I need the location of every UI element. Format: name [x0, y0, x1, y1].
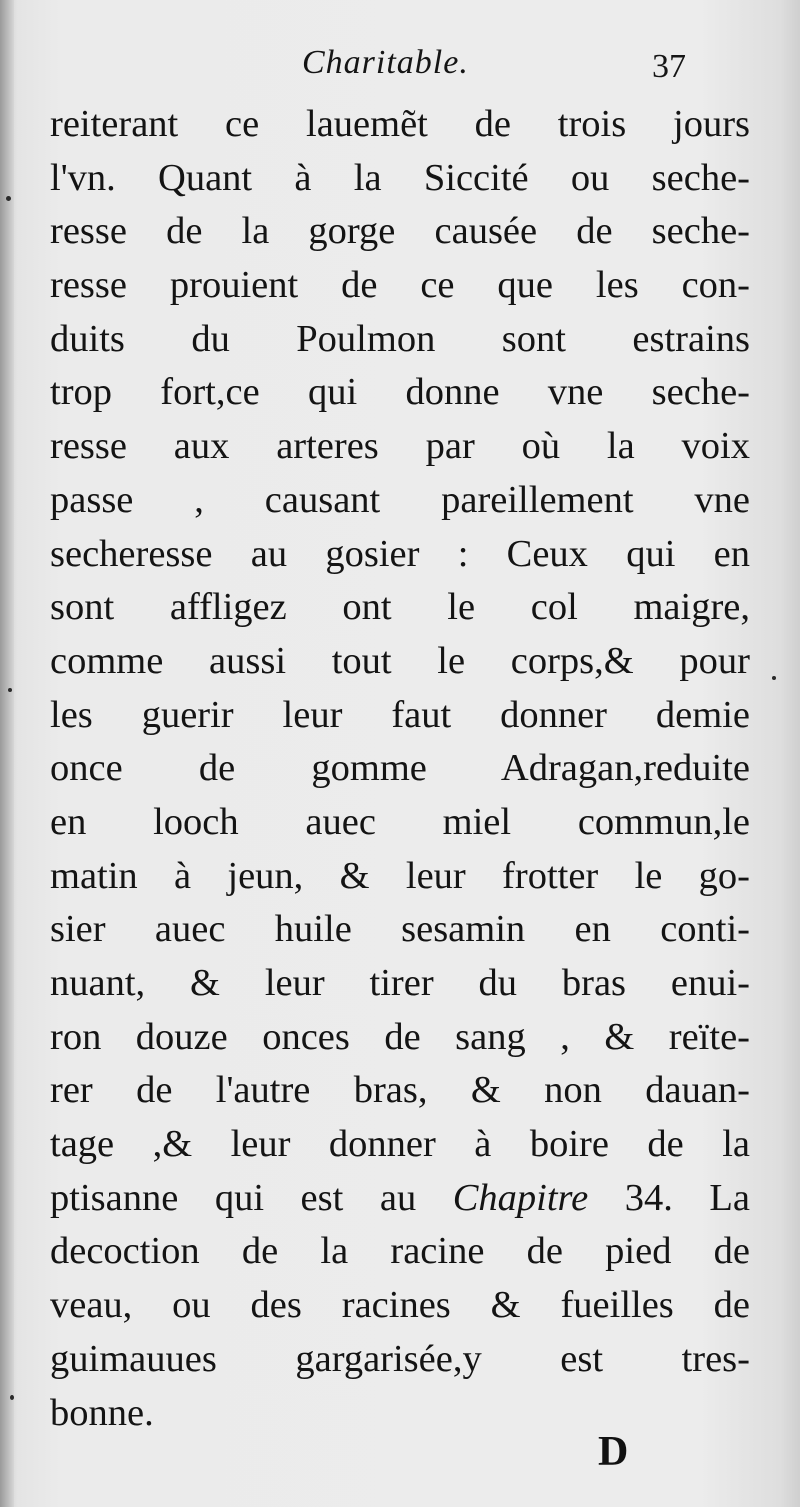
page-header — [0, 42, 800, 92]
text-line: l'vn. Quant à la Siccité ou seche- — [50, 156, 750, 199]
text-line: rer de l'autre bras, & non dauan- — [50, 1069, 750, 1112]
text-line: matin à jeun, & leur frotter le go- — [50, 854, 750, 897]
body-text — [50, 98, 750, 1440]
text-line: tage ,& leur donner à boire de la — [50, 1123, 750, 1166]
text-line: decoction de la racine de pied de — [50, 1230, 750, 1273]
text-line: secheresse au gosier : Ceux qui en — [50, 532, 750, 575]
ink-speck — [772, 676, 776, 680]
text-line: les guerir leur faut donner demie — [50, 693, 750, 736]
text-line: passe , causant pareillement vne — [50, 478, 750, 521]
signature-mark: D — [598, 1429, 629, 1475]
text-line-last: bonne. — [50, 1391, 154, 1434]
text-line: resse prouient de ce que les con- — [50, 264, 750, 307]
text-segment: ptisanne qui est au — [50, 1176, 453, 1219]
running-head: Charitable. — [302, 44, 469, 81]
text-line: resse aux arteres par où la voix — [50, 425, 750, 468]
text-segment: 34. La — [588, 1176, 750, 1219]
text-line: guimauues gargarisée,y est tres- — [50, 1337, 750, 1380]
text-line: nuant, & leur tirer du bras enui- — [50, 962, 750, 1004]
text-line: resse de la gorge causée de seche- — [50, 210, 750, 253]
text-line: veau, ou des racines & fueilles de — [50, 1284, 750, 1327]
text-line: reiterant ce lauemẽt de trois jours — [50, 103, 750, 145]
text-line: duits du Poulmon sont estrains — [50, 317, 750, 360]
text-line: ron douze onces de sang , & reïte- — [50, 1015, 750, 1058]
page-gutter — [0, 0, 14, 1507]
ink-speck — [6, 196, 11, 201]
ink-speck — [10, 1395, 14, 1400]
ink-speck — [8, 688, 12, 692]
text-line: sont affligez ont le col maigre, — [50, 586, 750, 629]
text-line-chapter-ref — [50, 1172, 750, 1226]
text-line: sier auec huile sesamin en conti- — [50, 908, 750, 951]
text-line: once de gomme Adragan,reduite — [50, 747, 750, 790]
text-line: en looch auec miel commun,le — [50, 800, 750, 843]
text-line: comme aussi tout le corps,& pour — [50, 639, 750, 682]
text-line: trop fort,ce qui donne vne seche- — [50, 371, 750, 414]
page-number: 37 — [652, 48, 686, 85]
chapter-reference: Chapitre — [452, 1176, 589, 1219]
